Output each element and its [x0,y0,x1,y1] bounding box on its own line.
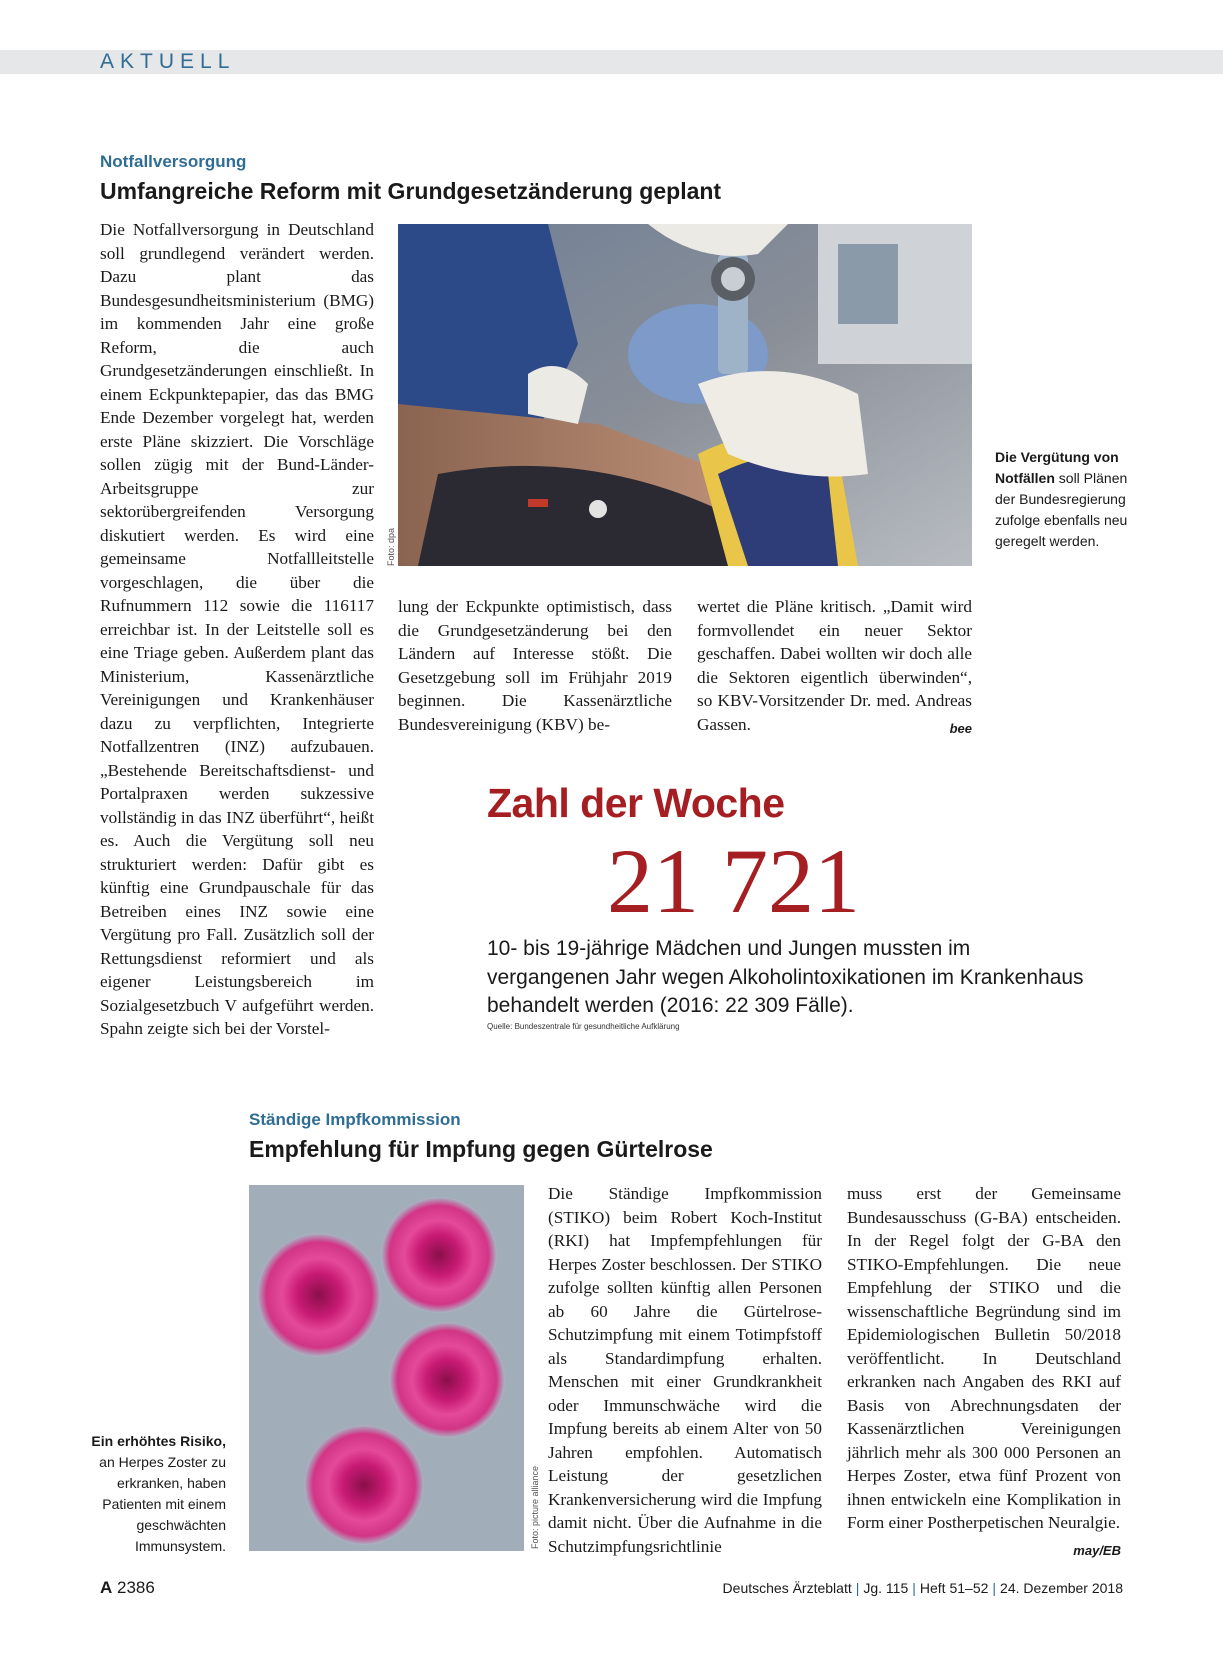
article2-caption-text: an Herpes Zoster zu erkranken, haben Patienten mit einem geschwächten Immunsystem. [99,1454,226,1554]
article1-column-1 [100,218,374,1041]
article2-signature: may/EB [1073,1542,1121,1558]
section-label: AKTUELL [100,50,236,73]
article1-kicker: Notfallversorgung [100,152,247,171]
article1-caption [995,447,1135,552]
article1-headline: Umfangreiche Reform mit Grundgesetzänderung geplant [100,178,722,204]
article2-column-1 [548,1182,822,1558]
article1-column-2 [398,595,672,736]
journal-name: Deutsches Ärzteblatt [722,1580,852,1596]
article1-signature: bee [949,720,972,736]
emergency-photo-illustration [398,224,972,566]
journal-footer: Deutsches Ärzteblatt | Jg. 115 | Heft 51–52 | 24. Dezember 2018 [722,1580,1123,1596]
journal-issue: Heft 51–52 [919,1580,989,1596]
article2-headline: Empfehlung für Impfung gegen Gürtelrose [249,1136,713,1162]
article2-column-2 [847,1182,1121,1562]
article1-col2-text: lung der Eckpunkte optimistisch, dass die Grundgesetzänderung bei den Ländern auf Interesse stößt. Die Gesetzgebung soll im Frühjahr 2019 beginnen. Die Kassenärztliche Bundesvereinigung (KBV) be- [398,597,672,734]
zahl-der-woche-text: 10- bis 19-jährige Mädchen und Jungen mussten im vergangenen Jahr wegen Alkoholintoxikationen im Krankenhaus behandelt werden (2016: 22 309 Fälle). [487,937,1084,1017]
article1-caption-bold: Die Vergütung von Notfällen [995,449,1119,486]
emergency-photo [398,224,972,566]
page-prefix: A [100,1578,113,1597]
page-number-value: 2386 [117,1578,155,1597]
article2-col2-text: muss erst der Gemeinsame Bundesausschuss (G-BA) entscheiden. In der Regel folgt der G-BA den STIKO-Empfehlungen. Die neue Empfehlung der STIKO und die wissenschaftliche Begründung sind im Epidemiologischen Bulletin 50/2018 veröffentlicht. In Deutschland erkranken nach Angaben des RKI auf Basis von Abrechnungsdaten der Kassenärztlichen Vereinigungen jährlich mehr als 300 000 Personen an Herpes Zoster, etwa fünf Prozent von ihnen entwickeln eine Komplikation in Form einer Postherpetischen Neuralgie. [847,1184,1121,1532]
virus-photo [249,1185,524,1551]
article1-col3-text: wertet die Pläne kritisch. „Damit wird formvollendet ein neuer Sektor geschaffen. Dabei wollten wir doch alle die Sektoren eigentlich überwinden“, so KBV-Vorsitzender Dr. med. Andreas Gassen. [697,597,972,734]
journal-volume: Jg. 115 [863,1580,909,1596]
article2-caption-bold: Ein erhöhtes Risiko, [91,1433,226,1449]
article1-photo-credit: Foto: dpa [386,527,396,566]
article2-photo-credit: Foto: picture alliance [530,1465,540,1549]
zahl-der-woche-title: Zahl der Woche [487,780,785,826]
article2-col1-text: Die Ständige Impfkommission (STIKO) beim Robert Koch-Institut (RKI) hat Impfempfehlungen für Herpes Zoster beschlossen. Der STIKO zufolge sollten künftig allen Personen ab 60 Jahre die Gürtelrose-Schutzimpfung mit einem Totimpfstoff als Standardimpfung erhalten. Menschen mit einer Grundkrankheit oder Immunschwäche wird die Impfung bereits ab einem Alter von 50 Jahren empfohlen. Automatisch Leistung der gesetzlichen Krankenversicherung wird die Impfung damit nicht. Über die Aufnahme in die Schutzimpfungsrichtlinie [548,1184,822,1556]
page-number [100,1578,155,1598]
zahl-der-woche-number: 21 721 [607,830,860,932]
article1-column-3 [697,595,972,740]
article1-caption-text: soll Plänen der Bundesregierung zufolge ebenfalls neu geregelt werden. [995,470,1128,549]
article2-kicker: Ständige Impfkommission [249,1110,461,1129]
zahl-der-woche-source: Quelle: Bundeszentrale für gesundheitliche Aufklärung [487,1022,680,1031]
article1-col1-text: Die Notfallversorgung in Deutschland soll grundlegend verändert werden. Dazu plant das Bundesgesundheitsministerium (BMG) im kommenden Jahr eine große Reform, die auch Grundgesetzänderungen einschließt. In einem Eckpunktepapier, das das BMG Ende Dezember vorgelegt hat, werden erste Pläne skizziert. Die Vorschläge sollen zügig mit der Bund-Länder-Arbeitsgruppe zur sektorübergreifenden Versorgung diskutiert werden. Es wird eine gemeinsame Notfallleitstelle vorgeschlagen, die über die Rufnummern 112 sowie die 116117 erreichbar ist. In der Leitstelle soll es eine Triage geben. Außerdem plant das Ministerium, Kassenärztliche Vereinigungen und Krankenhäuser dazu zu verpflichten, Integrierte Notfallzentren (INZ) aufzubauen. „Bestehende Bereitschaftsdienst- und Portalpraxen werden sukzessive vollständig in das INZ überführt“, heißt es. Auch die Vergütung soll neu strukturiert werden: Dafür gibt es künftig eine Grundpauschale für das Betreiben eines INZ sowie eine Vergütung pro Fall. Zusätzlich soll der Rettungsdienst reformiert und als eigener Leistungsbereich im Sozialgesetzbuch V aufgeführt werden. Spahn zeigte sich bei der Vorstel- [100,220,374,1038]
journal-date: 24. Dezember 2018 [1000,1580,1123,1596]
virus-photo-illustration [249,1185,524,1551]
article2-caption [80,1431,226,1557]
